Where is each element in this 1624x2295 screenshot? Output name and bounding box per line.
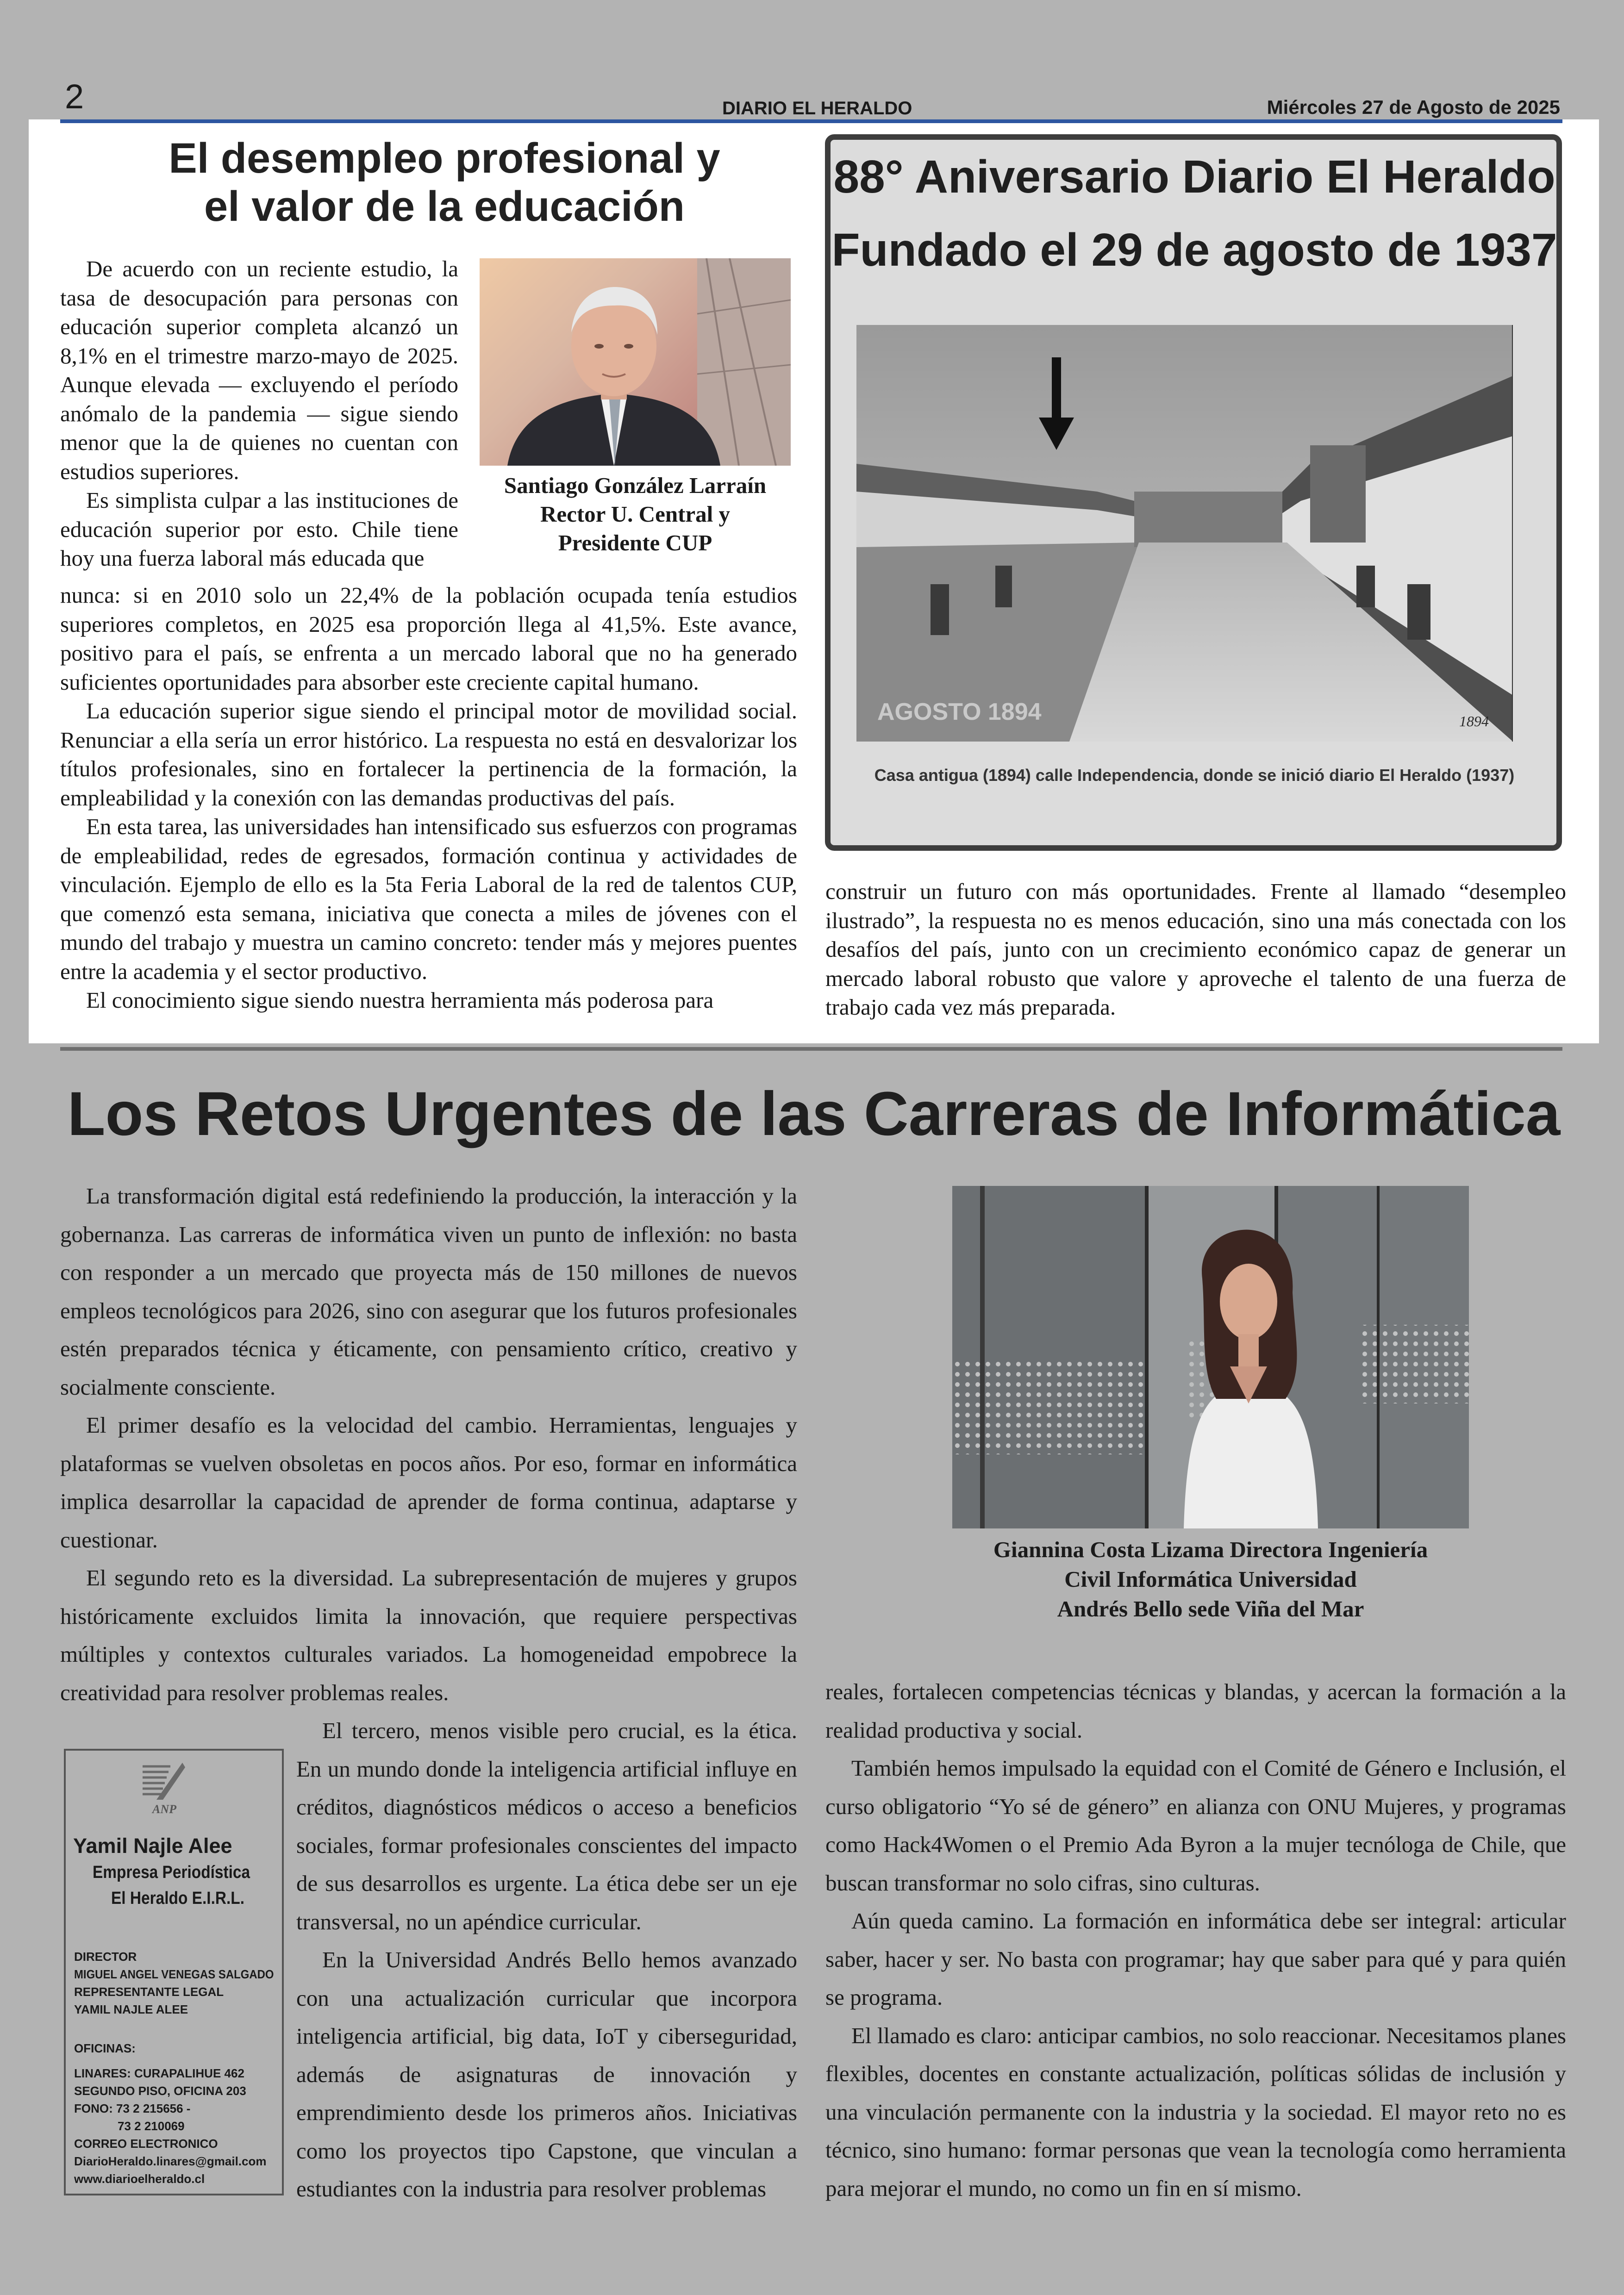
imprint-legal-name: YAMIL NAJLE ALEE: [74, 2002, 188, 2016]
article1-right-column: [825, 877, 1566, 1022]
anniversary-subtitle: Fundado el 29 de agosto de 1937: [831, 224, 1557, 276]
page-number: 2: [65, 77, 84, 116]
article1-title: [60, 134, 829, 231]
imprint-director-name: MIGUEL ANGEL VENEGAS SALGADO: [74, 1967, 274, 1981]
article2-paragraph: El primer desafío es la velocidad del cambio. Herramientas, lenguajes y plataformas se vuelven obsoletas en pocos años. Por eso, formar en informática implica desarrollar la capacidad de aprender de forma continua, adaptarse y cuestionar.: [60, 1412, 797, 1553]
director-photo-caption: [921, 1535, 1500, 1624]
article2-title: Los Retos Urgentes de las Carreras de Informática: [67, 1079, 1561, 1148]
article2-middle-column: [296, 1712, 797, 2208]
article2-paragraph: reales, fortalecen competencias técnicas y blandas, y acercan la formación a la realidad productiva y social.: [825, 1679, 1566, 1743]
anniversary-title: 88° Aniversario Diario El Heraldo: [833, 151, 1555, 203]
imprint-company-name: El Heraldo E.I.R.L.: [111, 1889, 245, 1908]
article2-paragraph: El segundo reto es la diversidad. La subrepresentación de mujeres y grupos históricamente excluidos limita la innovación, que requiere perspectivas múltiples y contextos culturales variados. La homogeneidad empobrece la creatividad para resolver problemas reales.: [60, 1565, 797, 1705]
caption-line: Civil Informática Universidad: [1064, 1566, 1357, 1592]
section-divider: [60, 1047, 1562, 1051]
article1-title-line1: El desempleo profesional y: [169, 135, 720, 182]
imprint-email-link[interactable]: DiarioHeraldo.linares@gmail.com: [74, 2154, 267, 2168]
article2-paragraph: El llamado es claro: anticipar cambios, no solo reaccionar. Necesitamos planes flexibles, docentes en constante actualización, políticas sólidas de inclusión y una vinculación permanente con la industria y la sociedad. El mayor reto no es técnico, sino humano: formar personas que vean la tecnología como herramienta para mejorar el mundo, no como un fin en sí mismo.: [825, 2022, 1566, 2201]
author-portrait-illustration: [480, 258, 791, 466]
caption-line: Giannina Costa Lizama Directora Ingeniería: [993, 1537, 1428, 1562]
imprint-phone: 73 2 210069: [118, 2119, 185, 2133]
caption-line: Santiago González Larraín: [504, 473, 767, 498]
imprint-legal-label: REPRESENTANTE LEGAL: [74, 1985, 224, 1999]
caption-line: Rector U. Central y: [540, 501, 731, 527]
article2-paragraph: En la Universidad Andrés Bello hemos avanzado con una actualización curricular que incorpora inteligencia artificial, big data, IoT y ciberseguridad, además de asignaturas de innovación y emprendimiento desde los primeros años. Iniciativas como los proyectos tipo Capstone, que vinculan a estudiantes con la industria para resolver problemas: [296, 1947, 797, 2201]
article1-paragraph: construir un futuro con más oportunidades. Frente al llamado “desempleo ilustrado”, la respuesta no es menos educación, sino una más conectada con los desafíos del país, junto con un crecimiento económico capaz de generar un mercado laboral robusto que valore y aproveche el talento de una fuerza de trabajo cada vez más preparada.: [825, 879, 1566, 1020]
header-rule: [60, 119, 1562, 123]
article2-paragraph: Aún queda camino. La formación en informática debe ser integral: articular saber, hacer y ser. No basta con programar; hay que saber para qué y para quién se programa.: [825, 1908, 1566, 2010]
imprint-offices-label: OFICINAS:: [74, 2041, 136, 2055]
historic-street-illustration: [856, 325, 1513, 742]
article2-paragraph: También hemos impulsado la equidad con el Comité de Género e Inclusión, el curso obligatorio “Yo sé de género” en alianza con ONU Mujeres, y programas como Hack4Women o el Premio Ada Byron a la mujer tecnóloga de Chile, que buscan transformar no solo cifras, sino culturas.: [825, 1755, 1566, 1896]
historic-street-photo: [856, 325, 1513, 742]
photo-year-mark: 1894: [1459, 713, 1489, 730]
imprint-director-label: DIRECTOR: [74, 1950, 137, 1964]
article1-paragraph: De acuerdo con un reciente estudio, la tasa de desocupación para personas con educación superior completa alcanzó un 8,1% en el trimestre marzo-mayo de 2025. Aunque elevada — excluyendo el período anómalo de la pandemia — sigue siendo menor que la de quienes no cuentan con estudios superiores.: [60, 256, 458, 484]
article2-paragraph: El tercero, menos visible pero crucial, es la ética. En un mundo donde la inteligencia artificial influye en créditos, diagnósticos médicos o acceso a beneficios sociales, formar profesionales conscientes del impacto de sus desarrollos es urgente. La ética debe ser un eje transversal, no un apéndice curricular.: [296, 1718, 797, 1934]
director-portrait-illustration: [952, 1186, 1469, 1528]
issue-date: Miércoles 27 de Agosto de 2025: [1267, 96, 1560, 118]
article1-title-line2: el valor de la educación: [204, 183, 685, 230]
article2-left-column: [60, 1177, 797, 1712]
article1-paragraph: El conocimiento sigue siendo nuestra herramienta más poderosa para: [86, 987, 714, 1013]
imprint-company-name: Empresa Periodística: [93, 1863, 250, 1882]
anp-logo-text: ANP: [152, 1802, 176, 1816]
imprint-owner: Yamil Najle Alee: [73, 1834, 232, 1858]
author-portrait-photo: [480, 258, 791, 466]
article1-paragraph: En esta tarea, las universidades han intensificado sus esfuerzos con programas de empleabilidad, redes de egresados, formación continua y actividades de vinculación. Ejemplo de ello es la 5ta Feria Laboral de la red de talentos CUP, que comenzó esta semana, iniciativa que conecta a miles de jóvenes con el mundo del trabajo y muestra un camino concreto: tender más y mejores puentes entre la academia y el sector productivo.: [60, 814, 797, 984]
article2-right-column: [825, 1673, 1566, 2208]
imprint-website-link[interactable]: www.diarioelheraldo.cl: [74, 2172, 205, 2186]
caption-line: Andrés Bello sede Viña del Mar: [1057, 1596, 1364, 1621]
article1-narrow-column: [60, 255, 458, 573]
article1-paragraph: La educación superior sigue siendo el principal motor de movilidad social. Renunciar a ella sería un error histórico. La respuesta no está en desvalorizar los títulos profesionales, sino en fortalecer la pertinencia de la formación, la empleabilidad y la conexión con las demandas productivas del país.: [60, 698, 797, 811]
caption-line: Presidente CUP: [558, 530, 712, 555]
article1-paragraph: Es simplista culpar a las instituciones de educación superior por esto. Chile tiene hoy una fuerza laboral más educada que: [60, 487, 458, 571]
article1-paragraph: nunca: si en 2010 solo un 22,4% de la población ocupada tenía estudios superiores completos, en 2025 esa proporción llega al 41,5%. Este avance, positivo para el país, se enfrenta a un mercado laboral que no ha generado suficientes oportunidades para absorber este creciente capital humano.: [60, 582, 797, 695]
photo-date-label: AGOSTO 1894: [877, 698, 1042, 725]
anniversary-photo-caption: Casa antigua (1894) calle Independencia, donde se inició diario El Heraldo (1937): [874, 766, 1515, 785]
imprint-address: LINARES: CURAPALIHUE 462: [74, 2066, 244, 2080]
imprint-phone: FONO: 73 2 215656 -: [74, 2102, 191, 2115]
masthead: DIARIO EL HERALDO: [722, 98, 912, 118]
imprint-email-label: CORREO ELECTRONICO: [74, 2137, 218, 2151]
director-portrait-photo: [952, 1186, 1469, 1528]
article2-paragraph: La transformación digital está redefiniendo la producción, la interacción y la gobernanza. Las carreras de informática viven un punto de inflexión: no basta con responder a un mercado que proyecta más de 150 millones de nuevos empleos tecnológicos para 2026, sino con asegurar que los futuros profesionales estén preparados técnica y éticamente, con pensamiento crítico, creativo y socialmente consciente.: [60, 1183, 797, 1400]
author-photo-caption: [477, 471, 793, 557]
article1-wide-column: [60, 581, 797, 1015]
imprint-address: SEGUNDO PISO, OFICINA 203: [74, 2084, 246, 2098]
